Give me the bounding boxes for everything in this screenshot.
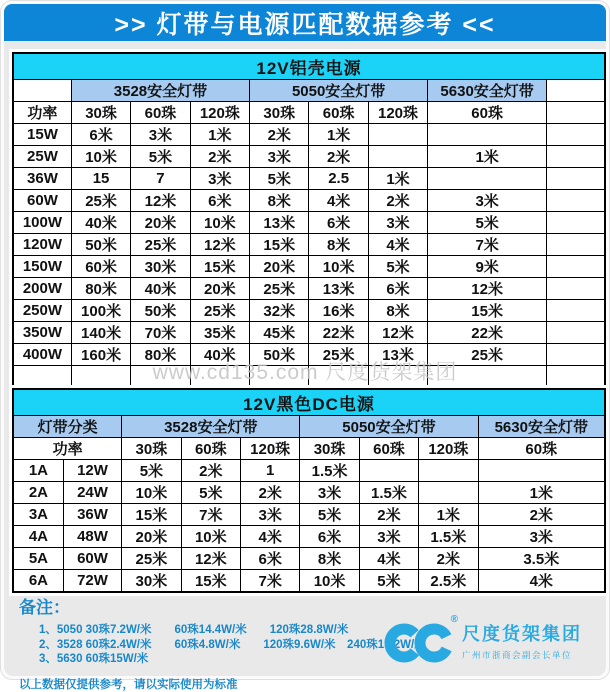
group-header-row: [13, 80, 605, 102]
table-cell: 80米: [71, 278, 130, 300]
group-header-5630: 5630安全灯带: [478, 416, 605, 438]
table-cell: 35米: [190, 322, 249, 344]
table-cell: 22米: [309, 322, 368, 344]
table-cell: 6米: [71, 124, 130, 146]
table-cell: 1.5米: [419, 526, 478, 548]
section-title-dc: 12V黑色DC电源: [13, 389, 605, 416]
table-cell: 50米: [71, 234, 130, 256]
power-table-aluminum: [12, 52, 606, 389]
table-cell: [419, 460, 478, 482]
aluminum-table-wrap: [9, 49, 609, 392]
table-cell: 3米: [300, 482, 359, 504]
table-cell: 25米: [122, 548, 181, 570]
table-cell: 40米: [71, 212, 130, 234]
header-banner: [4, 4, 606, 41]
table-cell: [368, 124, 427, 146]
table-cell: 20米: [122, 526, 181, 548]
table-cell: 1米: [368, 168, 427, 190]
table-cell: 1: [240, 460, 299, 482]
table-cell: 4米: [478, 570, 605, 593]
table-cell: 1米: [309, 124, 368, 146]
column-header: 60珠: [359, 438, 418, 460]
column-header-row: [13, 438, 605, 460]
table-row: [13, 124, 605, 146]
table-cell: 2米: [359, 504, 418, 526]
footer-notes: [19, 593, 426, 692]
table-cell: 6A: [13, 570, 63, 593]
table-cell: 40米: [190, 344, 249, 366]
group-empty-cell: [547, 80, 606, 102]
company-logo: [384, 616, 582, 664]
table-cell: 3米: [190, 168, 249, 190]
table-cell: 30米: [122, 570, 181, 593]
group-header-category: 灯带分类: [13, 416, 122, 438]
table-cell: 5A: [13, 548, 63, 570]
table-cell: 5米: [368, 256, 427, 278]
table-cell: 15米: [250, 234, 309, 256]
table-cell: 25米: [309, 344, 368, 366]
group-header-row: [13, 416, 605, 438]
disclaimer-text: 以上数据仅提供参考，请以实际使用为标准: [19, 678, 238, 691]
table-cell: 6米: [240, 548, 299, 570]
table-cell: 100米: [71, 300, 130, 322]
note-line: 3、5630 60珠15W/米: [39, 653, 149, 665]
table-cell: 1.5米: [300, 460, 359, 482]
table-cell: 3米: [368, 212, 427, 234]
column-header: [547, 102, 606, 124]
table-cell: 1米: [478, 482, 605, 504]
table-cell: 4米: [359, 548, 418, 570]
page-title: >> 灯带与电源匹配数据参考 <<: [114, 10, 496, 39]
table-cell: 4米: [240, 526, 299, 548]
table-cell: 1A: [13, 460, 63, 482]
table-cell: 60W: [63, 548, 121, 570]
table-cell: 2米: [181, 460, 240, 482]
table-row: [13, 168, 605, 190]
logo-company-name: 尺度货架集团: [462, 623, 582, 644]
table-cell: 15W: [13, 124, 71, 146]
table-cell: 8米: [300, 548, 359, 570]
table-cell: 50米: [250, 344, 309, 366]
table-row: [13, 190, 605, 212]
table-cell: 5米: [359, 570, 418, 593]
column-header: 60珠: [181, 438, 240, 460]
column-header: 120珠: [190, 102, 249, 124]
table-cell: [547, 190, 606, 212]
table-cell: 10米: [300, 570, 359, 593]
table-cell: 3米: [240, 504, 299, 526]
table-cell: 1米: [190, 124, 249, 146]
column-header: 功率: [13, 102, 71, 124]
table-cell: [428, 168, 547, 190]
table-cell: 160米: [71, 344, 130, 366]
table-cell: 12W: [63, 460, 121, 482]
table-row: [13, 256, 605, 278]
table-cell: 3A: [13, 504, 63, 526]
logo-text: [462, 620, 582, 661]
table-cell: 6米: [309, 212, 368, 234]
table-cell: 32米: [250, 300, 309, 322]
table-cell: [547, 146, 606, 168]
table-cell: 20米: [131, 212, 190, 234]
table-cell: [428, 124, 547, 146]
group-header-5050: 5050安全灯带: [250, 80, 428, 102]
column-header: 60珠: [478, 438, 605, 460]
table-cell: 1米: [428, 146, 547, 168]
table-cell: 2米: [240, 482, 299, 504]
table-cell: 3.5米: [478, 548, 605, 570]
dc-table-wrap: [9, 385, 609, 596]
table-cell: [547, 234, 606, 256]
table-cell: [547, 278, 606, 300]
table-cell: 20米: [190, 278, 249, 300]
table-row: [13, 212, 605, 234]
table-cell: 2米: [309, 146, 368, 168]
table-cell: 30米: [131, 256, 190, 278]
table-cell: 25米: [71, 190, 130, 212]
table-cell: 6米: [300, 526, 359, 548]
content-area: [4, 4, 606, 691]
table-cell: 3米: [428, 190, 547, 212]
column-header: 120珠: [240, 438, 299, 460]
table-cell: 2.5: [309, 168, 368, 190]
table-cell: 13米: [250, 212, 309, 234]
table-cell: 10米: [309, 256, 368, 278]
table-cell: 24W: [63, 482, 121, 504]
note-line: 2、3528 60珠2.4W/米 60珠4.8W/米 120珠9.6W/米 240珠19.2W/米: [39, 638, 426, 651]
table-row: [13, 570, 605, 593]
logo-cc-icon: [384, 616, 456, 664]
table-cell: [547, 322, 606, 344]
table-cell: 60W: [13, 190, 71, 212]
table-cell: 20米: [250, 256, 309, 278]
table-row: [13, 322, 605, 344]
table-cell: 13米: [368, 344, 427, 366]
table-cell: 3米: [250, 146, 309, 168]
section-title-aluminum: 12V铝壳电源: [13, 53, 605, 80]
table-cell: [547, 168, 606, 190]
group-empty-cell: [13, 80, 71, 102]
table-cell: 25米: [131, 234, 190, 256]
table-cell: 45米: [250, 322, 309, 344]
table-cell: [368, 146, 427, 168]
table-cell: 36W: [13, 168, 71, 190]
column-header: 30珠: [71, 102, 130, 124]
table-cell: [478, 460, 605, 482]
table-cell: 4米: [368, 234, 427, 256]
table-cell: 3米: [478, 526, 605, 548]
section-header-row: [13, 389, 605, 416]
table-cell: 100W: [13, 212, 71, 234]
table-cell: 40米: [131, 278, 190, 300]
table-cell: 15: [71, 168, 130, 190]
table-cell: 8米: [250, 190, 309, 212]
table-cell: 15米: [181, 570, 240, 593]
table-row: [13, 300, 605, 322]
table-cell: 2米: [190, 146, 249, 168]
column-header: 120珠: [368, 102, 427, 124]
table-cell: 12米: [190, 234, 249, 256]
table-cell: 10米: [190, 212, 249, 234]
table-cell: 2米: [250, 124, 309, 146]
column-header: 30珠: [122, 438, 181, 460]
registered-mark: ®: [450, 614, 458, 625]
table-cell: 400W: [13, 344, 71, 366]
table-cell: 12米: [368, 322, 427, 344]
table-cell: 2.5米: [419, 570, 478, 593]
power-table-dc: [12, 388, 606, 593]
table-cell: 10米: [71, 146, 130, 168]
table-cell: 12米: [428, 278, 547, 300]
table-cell: 15米: [190, 256, 249, 278]
table-cell: 3米: [131, 124, 190, 146]
table-cell: [547, 124, 606, 146]
table-cell: 80米: [131, 344, 190, 366]
table-row: [13, 526, 605, 548]
table-cell: 250W: [13, 300, 71, 322]
table-cell: 10米: [122, 482, 181, 504]
table-cell: 5米: [250, 168, 309, 190]
table-cell: 200W: [13, 278, 71, 300]
table-cell: 7米: [240, 570, 299, 593]
table-cell: 12米: [131, 190, 190, 212]
table-row: [13, 504, 605, 526]
table-cell: 4A: [13, 526, 63, 548]
section-header-row: [13, 53, 605, 80]
table-row: [13, 234, 605, 256]
table-cell: [359, 460, 418, 482]
column-header-row: [13, 102, 605, 124]
table-cell: 15米: [122, 504, 181, 526]
column-header-power: 功率: [13, 438, 122, 460]
column-header: 30珠: [250, 102, 309, 124]
table-cell: [547, 212, 606, 234]
column-header: 30珠: [300, 438, 359, 460]
table-row: [13, 278, 605, 300]
table-cell: 4米: [309, 190, 368, 212]
table-cell: 6米: [190, 190, 249, 212]
table-cell: 120W: [13, 234, 71, 256]
table-cell: 7: [131, 168, 190, 190]
table-cell: 72W: [63, 570, 121, 593]
table-cell: 5米: [300, 504, 359, 526]
table-cell: 150W: [13, 256, 71, 278]
table-cell: 50米: [131, 300, 190, 322]
table-cell: 8米: [309, 234, 368, 256]
table-cell: 22米: [428, 322, 547, 344]
column-header: 60珠: [131, 102, 190, 124]
table-cell: 1米: [419, 504, 478, 526]
note-line: 1、5050 30珠7.2W/米 60珠14.4W/米 120珠28.8W/米: [39, 624, 349, 636]
notes-label: 备注：: [19, 598, 70, 617]
table-cell: [547, 300, 606, 322]
table-cell: 5米: [428, 212, 547, 234]
table-cell: 25米: [250, 278, 309, 300]
table-cell: 2A: [13, 482, 63, 504]
table-cell: 12米: [181, 548, 240, 570]
group-header-3528: 3528安全灯带: [71, 80, 249, 102]
table-cell: 3米: [359, 526, 418, 548]
table-cell: 1.5米: [359, 482, 418, 504]
table-cell: 10米: [181, 526, 240, 548]
group-header-3528: 3528安全灯带: [122, 416, 300, 438]
column-header: 120珠: [419, 438, 478, 460]
table-row: [13, 548, 605, 570]
table-cell: 5米: [131, 146, 190, 168]
logo-subtitle: 广州市浙商会副会长单位: [462, 649, 573, 660]
table-cell: 48W: [63, 526, 121, 548]
column-header: 60珠: [428, 102, 547, 124]
table-cell: 5米: [122, 460, 181, 482]
table-cell: 7米: [428, 234, 547, 256]
table-cell: 9米: [428, 256, 547, 278]
table-cell: 25W: [13, 146, 71, 168]
table-cell: [419, 482, 478, 504]
table-cell: 25米: [190, 300, 249, 322]
table-row: [13, 482, 605, 504]
table-cell: 350W: [13, 322, 71, 344]
table-cell: 16米: [309, 300, 368, 322]
table-row: [13, 146, 605, 168]
group-header-5050: 5050安全灯带: [300, 416, 478, 438]
table-cell: [547, 256, 606, 278]
table-cell: 2米: [368, 190, 427, 212]
table-cell: 60米: [71, 256, 130, 278]
column-header: 60珠: [309, 102, 368, 124]
table-cell: 140米: [71, 322, 130, 344]
table-cell: 15米: [428, 300, 547, 322]
watermark: www.cd135.com 尺度货架集团: [152, 361, 458, 384]
table-cell: 36W: [63, 504, 121, 526]
table-cell: 70米: [131, 322, 190, 344]
table-cell: 13米: [309, 278, 368, 300]
table-cell: 2米: [419, 548, 478, 570]
group-header-5630: 5630安全灯带: [428, 80, 547, 102]
table-cell: 7米: [181, 504, 240, 526]
table-cell: 6米: [368, 278, 427, 300]
table-cell: 5米: [181, 482, 240, 504]
table-cell: 25米: [428, 344, 547, 366]
table-cell: 2米: [478, 504, 605, 526]
table-cell: 8米: [368, 300, 427, 322]
table-row: [13, 460, 605, 482]
